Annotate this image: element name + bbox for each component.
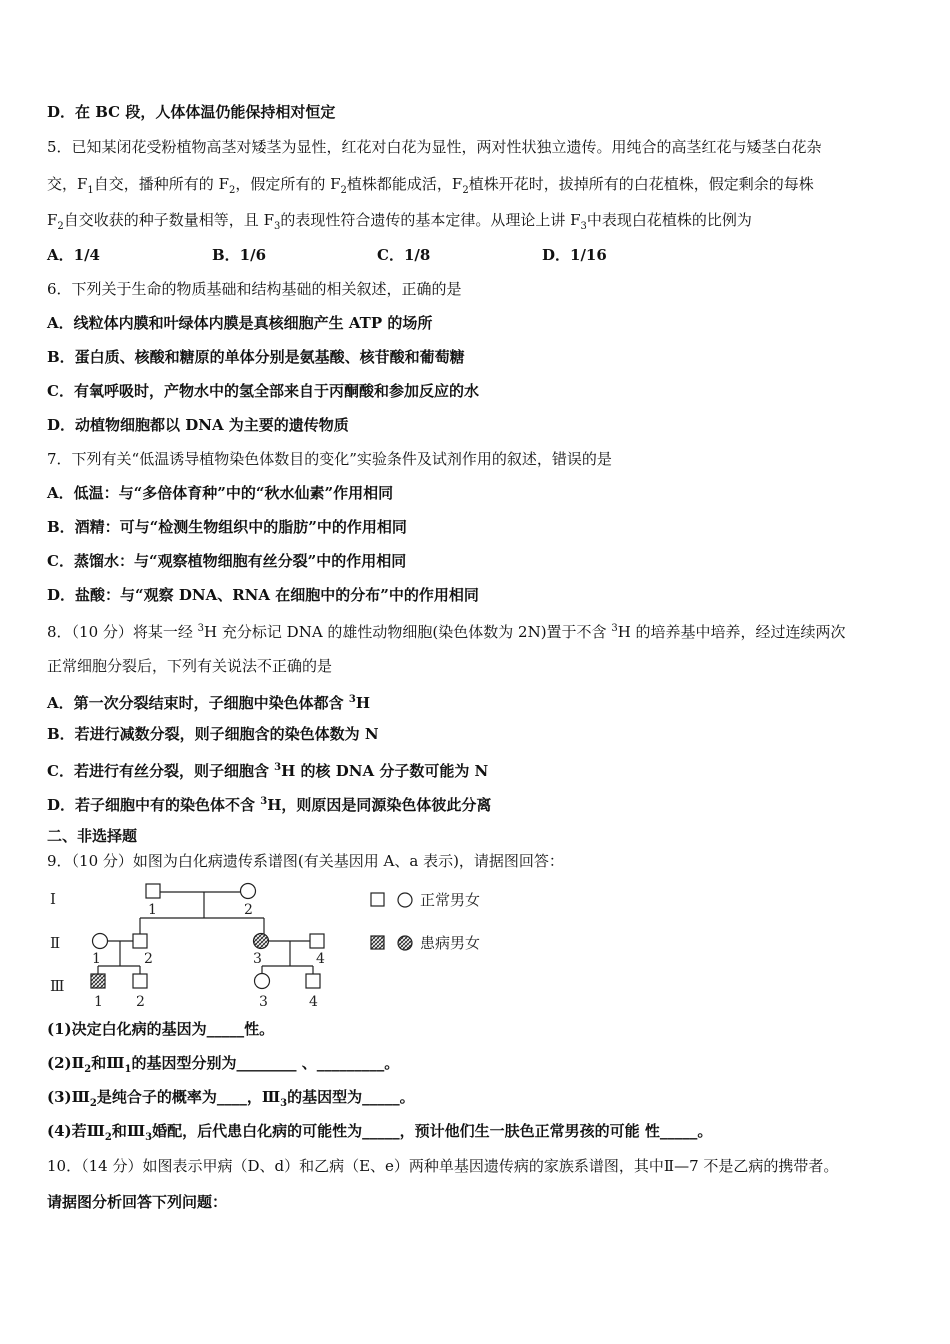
pedigree-i1-normal-male [146, 884, 160, 898]
legend-affected-female-icon [398, 936, 412, 950]
section-heading: 二、非选择题 [47, 827, 138, 845]
q6-option-a: A．线粒体内膜和叶绿体内膜是真核细胞产生 ATP 的场所 [47, 314, 433, 332]
pedigree-diagram [40, 880, 500, 1012]
pedigree-num: 1 [94, 994, 103, 1010]
q5-stem-line1: 5．已知某闭花受粉植物高茎对矮茎为显性，红花对白花为显性，两对性状独立遗传。用纯合的高茎红花与矮茎白花杂 [47, 138, 822, 156]
pedigree-ii3-affected-female [254, 934, 269, 949]
pedigree-ii1-normal-female [93, 934, 108, 949]
pedigree-gen-label-2: Ⅱ [50, 934, 61, 952]
pedigree-num: 3 [259, 994, 268, 1010]
q7-option-c: C．蒸馏水：与“观察植物细胞有丝分裂”中的作用相同 [47, 552, 407, 570]
pedigree-num: 2 [144, 951, 153, 967]
q8-option-d: D．若子细胞中有的染色体不含 $^3$H，则原因是同源染色体彼此分离 [47, 796, 492, 814]
q5-stem-line2: 交，$F_1$自交，播种所有的 $F_2$，假定所有的 $F_2$植株都能成活，$F_2$植株开花时，拔掉所有的白花植株，假定剩余的每株 [47, 175, 814, 196]
q10-stem-line1: 10．（14 分）如图表示甲病（D、d）和乙病（E、e）两种单基因遗传病的家族系谱图，其中Ⅱ—7 不是乙病的携带者。 [47, 1157, 839, 1175]
pedigree-ii2-normal-male [133, 934, 147, 948]
q4-option-d: D．在 BC 段，人体体温仍能保持相对恒定 [47, 103, 336, 121]
q5-option-c: C．1/8 [377, 246, 431, 264]
q5-stem-line3: $F_2$自交收获的种子数量相等，且 $F_3$的表现性符合遗传的基本定律。从理论上讲 $F_3$中表现白花植株的比例为 [47, 211, 752, 232]
q8-stem-line1: 8．（10 分）将某一经 $^3$H 充分标记 DNA 的雄性动物细胞(染色体数为 2N)置于不含 $^3$H 的培养基中培养，经过连续两次 [47, 623, 846, 641]
pedigree-iii3-normal-female [255, 974, 270, 989]
q7-stem: 7．下列有关“低温诱导植物染色体数目的变化”实验条件及试剂作用的叙述，错误的是 [47, 450, 612, 468]
pedigree-ii4-normal-male [310, 934, 324, 948]
q7-option-b: B．酒精：可与“检测生物组织中的脂肪”中的作用相同 [47, 518, 407, 536]
q9-sub3: $(3)Ⅲ_2$是纯合子的概率为____，$Ⅲ_3$的基因型为_____。 [47, 1088, 415, 1109]
legend-affected-label: 患病男女 [420, 934, 481, 952]
q7-option-d: D．盐酸：与“观察 DNA、RNA 在细胞中的分布”中的作用相同 [47, 586, 479, 604]
pedigree-gen-label-1: Ⅰ [50, 890, 56, 908]
q9-sub4: (4)若$Ⅲ_2$和$Ⅲ_3$婚配，后代患白化病的可能性为_____，预计他们生一肤色正常男孩的可能 性_____。 [47, 1122, 713, 1143]
q6-option-b: B．蛋白质、核酸和糖原的单体分别是氨基酸、核苷酸和葡萄糖 [47, 348, 465, 366]
q8-option-c: C．若进行有丝分裂，则子细胞含 $^3$H 的核 DNA 分子数可能为 N [47, 762, 489, 780]
q9-sub1: (1)决定白化病的基因为_____性。 [47, 1020, 275, 1038]
q6-option-c: C．有氧呼吸时，产物水中的氢全部来自于丙酮酸和参加反应的水 [47, 382, 479, 400]
pedigree-iii1-affected-male [91, 974, 105, 988]
q5-option-a: A．1/4 [47, 246, 100, 264]
pedigree-num: 1 [92, 951, 101, 967]
legend-normal-label: 正常男女 [420, 891, 481, 909]
legend-normal-female-icon [398, 893, 412, 907]
q10-stem-line2: 请据图分析回答下列问题： [47, 1193, 228, 1211]
q5-option-d: D．1/16 [542, 246, 607, 264]
pedigree-num: 3 [253, 951, 262, 967]
q8-option-a: A．第一次分裂结束时，子细胞中染色体都含 $^3$H [47, 694, 371, 712]
q6-stem: 6．下列关于生命的物质基础和结构基础的相关叙述，正确的是 [47, 280, 462, 298]
pedigree-iii4-normal-male [306, 974, 320, 988]
legend-affected-male-icon [371, 936, 384, 949]
q5-option-b: B．1/6 [212, 246, 267, 264]
pedigree-num: 2 [244, 902, 253, 918]
q9-sub2: $(2)Ⅱ_2$和$Ⅲ_1$的基因型分别为________ 、_________。 [47, 1054, 400, 1075]
pedigree-i2-normal-female [241, 884, 256, 899]
q8-option-b: B．若进行减数分裂，则子细胞含的染色体数为 N [47, 725, 379, 743]
pedigree-num: 4 [316, 951, 325, 967]
pedigree-num: 1 [148, 902, 157, 918]
pedigree-iii2-normal-male [133, 974, 147, 988]
q9-stem: 9．（10 分）如图为白化病遗传系谱图(有关基因用 A、a 表示)，请据图回答： [47, 852, 564, 870]
pedigree-num: 2 [136, 994, 145, 1010]
pedigree-gen-label-3: Ⅲ [50, 977, 65, 995]
q8-stem-line2: 正常细胞分裂后，下列有关说法不正确的是 [47, 657, 333, 675]
q7-option-a: A．低温：与“多倍体育种”中的“秋水仙素”作用相同 [47, 484, 394, 502]
legend-normal-male-icon [371, 893, 384, 906]
pedigree-num: 4 [309, 994, 318, 1010]
q6-option-d: D．动植物细胞都以 DNA 为主要的遗传物质 [47, 416, 349, 434]
